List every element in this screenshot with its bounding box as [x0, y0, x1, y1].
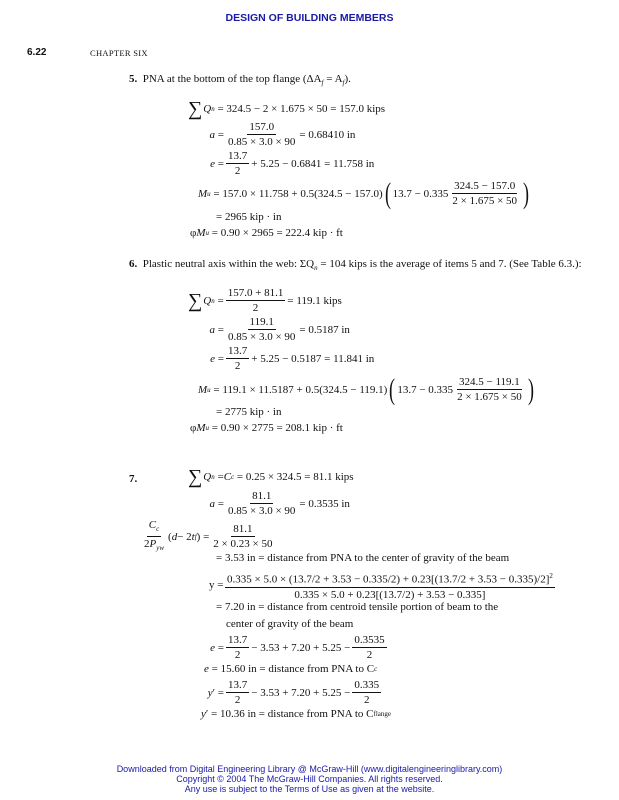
item5-heading-text: PNA at the bottom of the top flange (ΔA	[142, 73, 322, 85]
item5-mu-lhs: = 157.0 × 11.758 + 0.5(324.5 − 157.0)	[213, 187, 383, 200]
item5-mu-eq: M u = 157.0 × 11.758 + 0.5(324.5 − 157.0) ( 13.7 − 0.335 $\frac{324.5 - 157.0}{2 \times 1.675 \times 50}$ )	[198, 176, 530, 210]
item7-cc-eq: $\frac{C_c}{2P_{yw}}$ ( d − 2 t f ) = $\frac{81.1}{2 \times 0.23 \times 50}$	[144, 519, 273, 553]
item6-mu-res: = 2775 kip · in	[216, 406, 282, 418]
footer-download-link[interactable]: Downloaded from Digital Engineering Library @ McGraw-Hill (www.digitalengineeringlibrary.com)	[116, 764, 503, 774]
item6-sumq-res: = 119.1 kips	[287, 294, 342, 307]
item5-heading	[129, 73, 351, 87]
item5-heading-end: ).	[344, 73, 351, 85]
item7-yp-den: 2	[234, 694, 241, 706]
item7-yp-den2: 2	[363, 694, 370, 706]
item6-heading-a: Plastic neutral axis within the web: ΣQ	[142, 258, 315, 270]
item6-sumq-num: 157.0 + 81.1	[227, 287, 284, 299]
item6-heading-b: = 104 kips is the average of items 5 and 7. (See Table 6.3.):	[317, 258, 582, 270]
item5-sub1: f	[321, 79, 324, 88]
item7-line720a: = 7.20 in = distance from centroid tensile portion of beam to the	[216, 601, 499, 613]
item7-y-eq: y = $0.335 \times 5.0 \times (13.7/2 + 3.53 - 0.335/2) + 0.23[(13.7/2 + 3.53 - 0.335)/2]^2$ 0.335 × 5.0 + 0.23[(13.7/2) + 3.53 − 0.335]	[209, 572, 553, 601]
item6-label: 6.	[129, 258, 138, 270]
item6-heading: 6. Plastic neutral axis within the web: $\Sigma Q_n = 104$ kips is the average of items 5 and 7. (See Table 6.3.):	[129, 258, 582, 273]
item5-mu-res: = 2965 kip · in	[216, 211, 282, 223]
item5-a-num: 157.0	[249, 121, 275, 133]
item5-label: 5.	[129, 73, 138, 85]
item7-yp-res-sub: flange	[373, 710, 391, 718]
item5-mu-num: 324.5 − 157.0	[454, 180, 516, 192]
item7-line353: = 3.53 in = distance from PNA to the center of gravity of the beam	[216, 552, 510, 564]
item7-yp-num: 13.7	[228, 679, 248, 691]
item7-yp-res: y ′ = 10.36 in = distance from PNA to C flange	[201, 708, 391, 720]
item6-a-den: 0.85 × 3.0 × 90	[228, 331, 296, 343]
item7-e-num: 13.7	[228, 634, 248, 646]
item5-a-den: 0.85 × 3.0 × 90	[228, 136, 296, 148]
item5-phi-eq: φ M u = 0.90 × 2965 = 222.4 kip · ft	[190, 227, 343, 239]
item7-a-den: 0.85 × 3.0 × 90	[228, 505, 296, 517]
item5-e-eq: e = $\frac{13.7}{2}$ + 5.25 − 0.6841 = 11.758 in	[210, 150, 375, 177]
item5-mu-den: 2 × 1.675 × 50	[452, 195, 518, 207]
item7-y-den: 0.335 × 5.0 + 0.23[(13.7/2) + 3.53 − 0.335]	[294, 588, 486, 601]
item5-a-res: = 0.68410 in	[299, 128, 356, 141]
item7-y-sup: 2	[549, 572, 553, 580]
item5-phi-res: = 0.90 × 2965 = 222.4 kip · ft	[211, 227, 343, 239]
item6-sumq: ∑ Q n = $\frac{157.0 + 81.1}{2}$ = 119.1 kips	[188, 287, 342, 314]
item6-phi-eq: φ M u = 0.90 × 2775 = 208.1 kip · ft	[190, 422, 343, 434]
item7-sumq-res: = 0.25 × 324.5 = 81.1 kips	[236, 471, 354, 483]
item5-a-eq: a = $\frac{157.0}{0.85 \times 3.0 \times 90}$ = 0.68410 in	[209, 121, 356, 148]
item7-yp-mid: − 3.53 + 7.20 + 5.25 −	[251, 686, 351, 699]
item5-sumq-text: = 324.5 − 2 × 1.675 × 50 = 157.0 kips	[217, 103, 386, 115]
item6-sumq-den: 2	[252, 302, 259, 314]
item6-phi-res: = 0.90 × 2775 = 208.1 kip · ft	[211, 422, 343, 434]
item7-line720b: center of gravity of the beam	[226, 618, 354, 630]
item7-yp-num2: 0.335	[354, 679, 380, 691]
item7-yp-eq: y′ = $\frac{13.7}{2}$ − 3.53 + 7.20 + 5.25 − $\frac{0.335}{2}$	[207, 679, 380, 706]
footer-terms-link[interactable]: Any use is subject to the Terms of Use as given at the website.	[184, 784, 435, 794]
page-number: 6.22	[27, 47, 47, 58]
item7-e-num2: 0.3535	[354, 634, 385, 646]
item7-y-num: 0.335 × 5.0 × (13.7/2 + 3.53 − 0.335/2) + 0.23[(13.7/2 + 3.53 − 0.335)/2]	[227, 573, 550, 586]
item7-yp-res-text: = 10.36 in = distance from PNA to C	[211, 708, 374, 720]
item5-mu-in: 13.7 − 0.335	[392, 187, 449, 200]
item7-label: 7.	[129, 473, 138, 485]
item6-mu-eq: M u = 119.1 × 11.5187 + 0.5(324.5 − 119.1) ( 13.7 − 0.335 $\frac{324.5 - 119.1}{2 \times 1.675 \times 50}$ )	[198, 372, 534, 406]
item6-e-eq: e = $\frac{13.7}{2}$ + 5.25 − 0.5187 = 11.841 in	[210, 345, 375, 372]
item6-e-num: 13.7	[228, 345, 248, 357]
item6-a-eq: a = $\frac{119.1}{0.85 \times 3.0 \times 90}$ = 0.5187 in	[209, 316, 350, 343]
item7-a-eq: a = $\frac{81.1}{0.85 \times 3.0 \times 90}$ = 0.3535 in	[209, 490, 350, 517]
item5-e-res: + 5.25 − 0.6841 = 11.758 in	[251, 157, 375, 170]
item7-e-den2: 2	[366, 649, 373, 661]
item6-a-num: 119.1	[249, 316, 274, 328]
item5-sub2: f	[342, 79, 345, 88]
item7-e-eq: e = $\frac{13.7}{2}$ − 3.53 + 7.20 + 5.25 − $\frac{0.3535}{2}$	[210, 634, 385, 661]
item6-mu-lhs: = 119.1 × 11.5187 + 0.5(324.5 − 119.1)	[213, 383, 388, 396]
item7-e-mid: − 3.53 + 7.20 + 5.25 −	[251, 641, 351, 654]
item6-e-res: + 5.25 − 0.5187 = 11.841 in	[251, 352, 375, 365]
item7-cc-den: 2 × 0.23 × 50	[213, 538, 273, 551]
item7-cc-num: 81.1	[233, 523, 253, 536]
item5-e-den: 2	[234, 165, 241, 177]
item7-e-res: e = 15.60 in = distance from PNA to C c	[204, 663, 378, 675]
item7-e-den: 2	[234, 649, 241, 661]
chapter-label: CHAPTER SIX	[90, 48, 148, 58]
item6-a-res: = 0.5187 in	[299, 323, 350, 336]
item5-sumq: ∑ Q n = 324.5 − 2 × 1.675 × 50 = 157.0 kips	[188, 98, 386, 120]
item5-heading-mid: = A	[323, 73, 343, 85]
item6-mu-num: 324.5 − 119.1	[459, 376, 520, 388]
item6-e-den: 2	[234, 360, 241, 372]
footer-copyright: Copyright © 2004 The McGraw-Hill Companies. All rights reserved.	[176, 774, 443, 784]
item5-e-num: 13.7	[228, 150, 248, 162]
item7-a-res: = 0.3535 in	[299, 497, 350, 510]
item6-mu-den: 2 × 1.675 × 50	[457, 391, 522, 403]
item6-mu-in: 13.7 − 0.335	[397, 383, 454, 396]
item7-e-res-text: = 15.60 in = distance from PNA to C	[211, 663, 375, 675]
item7-a-num: 81.1	[252, 490, 272, 502]
running-title: DESIGN OF BUILDING MEMBERS	[225, 12, 394, 24]
item7-sumq: ∑ Q n = C c = 0.25 × 324.5 = 81.1 kips	[188, 466, 354, 488]
